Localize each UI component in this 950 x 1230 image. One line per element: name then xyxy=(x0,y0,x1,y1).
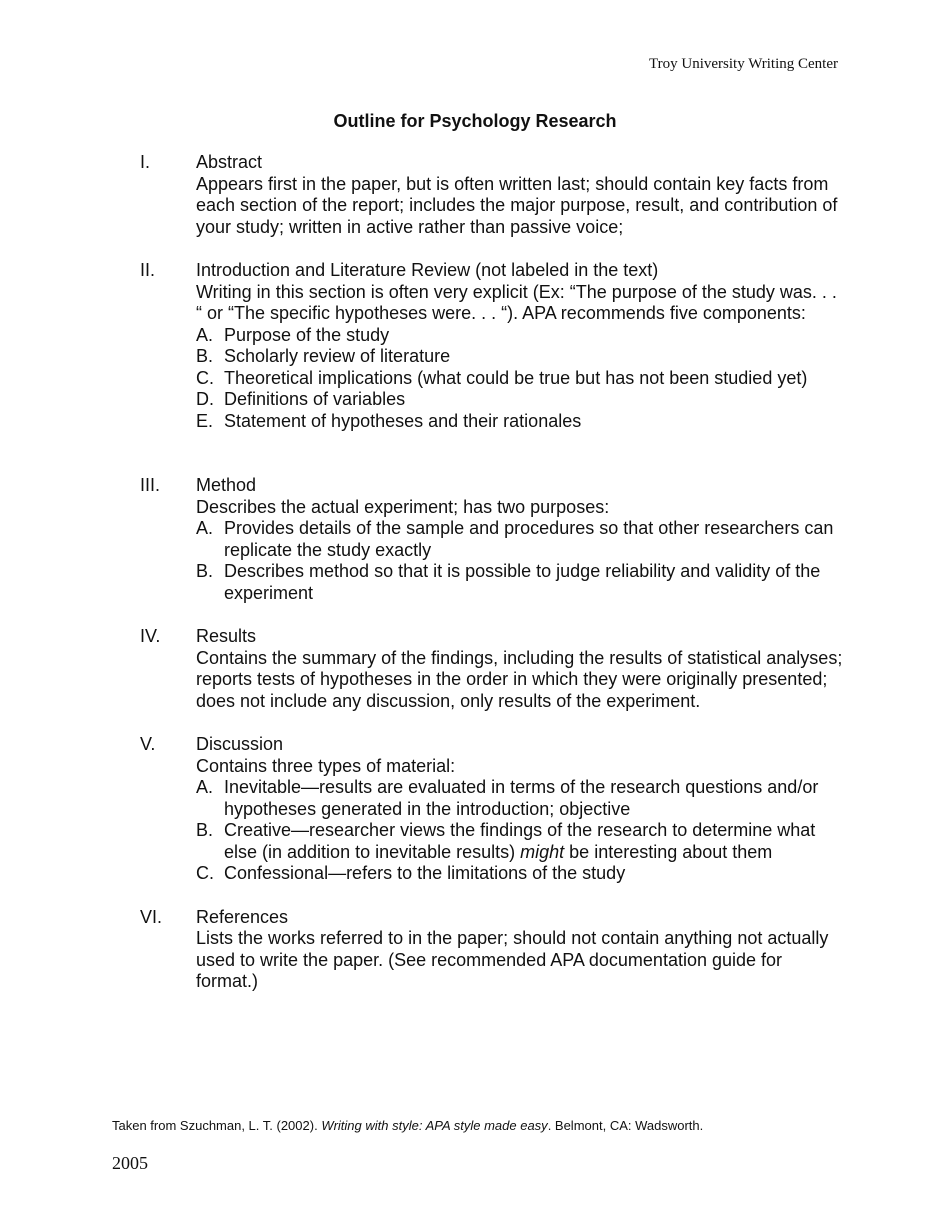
section-references xyxy=(0,907,950,993)
section-body xyxy=(196,152,846,238)
citation-author: Taken from Szuchman, L. T. (2002). xyxy=(112,1118,322,1133)
section-numeral: II. xyxy=(140,260,156,280)
section-heading: Discussion xyxy=(196,734,284,754)
item-letter: B. xyxy=(196,561,214,581)
section-body xyxy=(196,734,846,885)
section-body xyxy=(196,475,846,604)
section-abstract xyxy=(0,152,950,238)
section-numeral: VI. xyxy=(140,906,163,927)
item-letter: E. xyxy=(196,410,214,431)
item-text: Definitions of variables xyxy=(224,389,406,409)
list-item xyxy=(196,863,846,885)
list-item xyxy=(196,518,846,561)
section-numeral: V. xyxy=(140,734,156,754)
list-item xyxy=(196,411,846,433)
list-item xyxy=(196,368,846,390)
item-text: Describes method so that it is possible to judge reliability and validity of the experiment xyxy=(224,561,821,603)
item-letter: A. xyxy=(196,518,214,538)
item-text: Creative—researcher views the findings of the research to determine what else (in addition to inevitable results) xyxy=(224,820,816,862)
section-numeral: I. xyxy=(140,152,151,172)
item-letter: B. xyxy=(196,820,214,840)
item-letter: C. xyxy=(196,367,214,388)
section-description: Lists the works referred to in the paper; should not contain anything not actually used to write the paper. (See recommended APA documentation guide for format.) xyxy=(196,928,829,991)
section-heading: Introduction and Literature Review (not labeled in the text) xyxy=(196,260,659,280)
section-heading: Results xyxy=(196,626,257,646)
item-text: be interesting about them xyxy=(564,841,773,862)
list-item xyxy=(196,325,846,347)
section-body xyxy=(196,260,846,432)
document-title: Outline for Psychology Research xyxy=(333,111,617,131)
list-item xyxy=(196,389,846,411)
section-numeral: III. xyxy=(140,475,161,495)
section-heading: Abstract xyxy=(196,152,263,172)
item-text: Confessional—refers to the limitations of the study xyxy=(224,863,626,883)
item-text: Inevitable—results are evaluated in terms of the research questions and/or hypotheses generated in the introduction; objective xyxy=(224,777,819,819)
section-numeral: IV. xyxy=(140,626,161,646)
footer-year: 2005 xyxy=(112,1153,148,1173)
list-item xyxy=(196,777,846,820)
sub-list xyxy=(196,777,846,885)
item-text: Statement of hypotheses and their rationales xyxy=(224,410,582,431)
section-discussion xyxy=(0,734,950,885)
item-text: Scholarly review of literature xyxy=(224,346,451,366)
section-heading: Method xyxy=(196,475,257,495)
sub-list xyxy=(196,325,846,433)
item-text: Provides details of the sample and procedures so that other researchers can replicate the study exactly xyxy=(224,518,834,560)
item-text: Theoretical implications (what could be true but has not been studied yet) xyxy=(224,367,808,388)
sub-list xyxy=(196,518,846,604)
section-description: Describes the actual experiment; has two purposes: xyxy=(196,496,610,517)
section-heading: References xyxy=(196,906,289,927)
outline xyxy=(0,152,950,993)
item-letter: A. xyxy=(196,324,214,345)
emphasis-text: might xyxy=(520,841,565,862)
section-description: Appears first in the paper, but is often written last; should contain key facts from each section of the report; includes the major purpose, result, and contribution of your study; written in active rather than passive voice; xyxy=(196,173,838,237)
section-method xyxy=(0,475,950,604)
item-text: Purpose of the study xyxy=(224,324,390,345)
item-letter: B. xyxy=(196,346,214,366)
citation-publisher: . Belmont, CA: Wadsworth. xyxy=(547,1118,704,1133)
section-introduction xyxy=(0,260,950,432)
section-description: Contains three types of material: xyxy=(196,755,456,776)
section-description: Writing in this section is often very explicit (Ex: “The purpose of the study was. . . “ or “The specific hypotheses were. . . “). APA recommends five components: xyxy=(196,281,837,323)
section-results xyxy=(0,626,950,712)
list-item xyxy=(196,561,846,604)
list-item xyxy=(196,820,846,863)
footer-citation xyxy=(112,1118,703,1133)
item-letter: A. xyxy=(196,777,214,797)
section-body xyxy=(196,626,846,712)
section-body xyxy=(196,907,846,993)
item-letter: D. xyxy=(196,389,214,409)
section-description: Contains the summary of the findings, including the results of statistical analyses; reports tests of hypotheses in the order in which they were originally presented; does not include any discussion, only results of the experiment. xyxy=(196,647,843,711)
item-letter: C. xyxy=(196,863,214,883)
list-item xyxy=(196,346,846,368)
citation-title: Writing with style: APA style made easy xyxy=(321,1118,548,1133)
header-organization: Troy University Writing Center xyxy=(649,56,838,72)
